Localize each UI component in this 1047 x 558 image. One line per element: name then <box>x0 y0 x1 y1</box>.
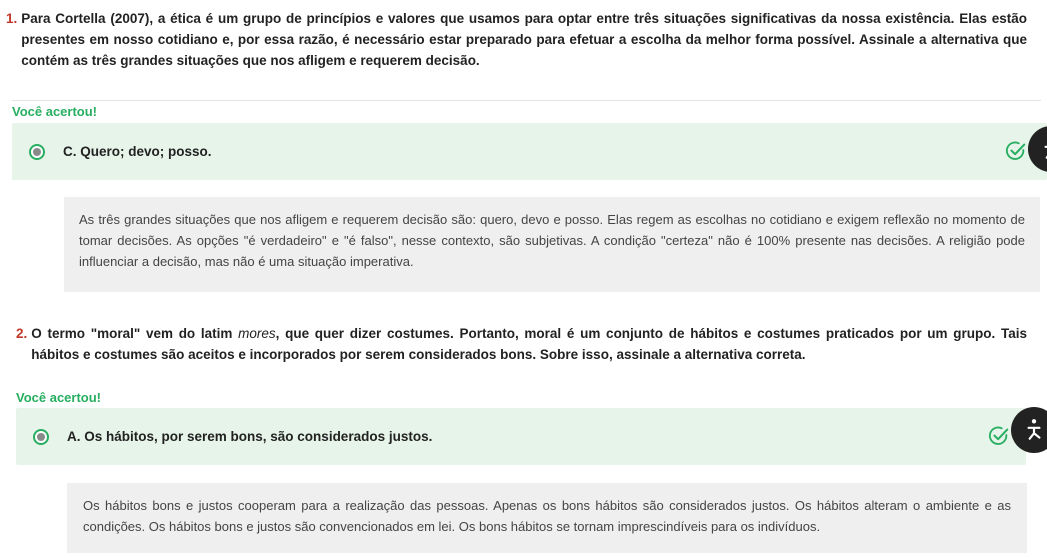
accessibility-icon <box>1021 417 1047 443</box>
radio-selected[interactable] <box>29 144 45 160</box>
question-number: 2. <box>16 326 28 341</box>
selected-answer[interactable] <box>12 123 1047 180</box>
question-2 <box>16 323 1027 365</box>
explanation-box: Os hábitos bons e justos cooperam para a realização das pessoas. Apenas os bons hábitos são considerados justos. Os hábitos alteram o ambiente e as condições. Os hábitos bons e justos são convencionados em lei. Os bons hábitos se tornam imprescindíveis para os indivíduos. <box>67 483 1027 553</box>
result-label: Você acertou! <box>16 390 102 405</box>
answer-text: A. Os hábitos, por serem bons, são considerados justos. <box>67 429 433 444</box>
question-1 <box>6 8 1027 71</box>
check-circle-icon <box>988 425 1010 447</box>
selected-answer[interactable] <box>16 408 1026 465</box>
divider <box>12 100 1041 101</box>
question-text: O termo "moral" vem do latim mores, que quer dizer costumes. Portanto, moral é um conjunto de hábitos e costumes praticados por um grupo. Tais hábitos e costumes são aceitos e incorporados por serem considerados bons. Sobre isso, assinale a alternativa correta. <box>31 326 1027 362</box>
radio-selected[interactable] <box>33 429 49 445</box>
result-label: Você acertou! <box>12 104 98 119</box>
question-number: 1. <box>6 11 18 26</box>
explanation-box: As três grandes situações que nos afligem e requerem decisão são: quero, devo e posso. Elas regem as escolhas no cotidiano e exigem reflexão no momento de tomar decisões. As opções "é verdadeiro" e "é falso", nesse contexto, são subjetivas. A condição "certeza" não é 100% presente nas decisões. A religião pode influenciar a decisão, mas não é uma situação imperativa. <box>64 197 1040 292</box>
check-circle-icon <box>1005 140 1027 162</box>
accessibility-icon <box>1038 136 1047 162</box>
question-text: Para Cortella (2007), a ética é um grupo de princípios e valores que usamos para optar entre três situações significativas da nossa existência. Elas estão presentes em nosso cotidiano e, por essa razão, é necessário estar preparado para efetuar a escolha da melhor forma possível. Assinale a alternativa que contém as três grandes situações que nos afligem e requerem decisão. <box>21 11 1027 68</box>
answer-text: C. Quero; devo; posso. <box>63 144 212 159</box>
